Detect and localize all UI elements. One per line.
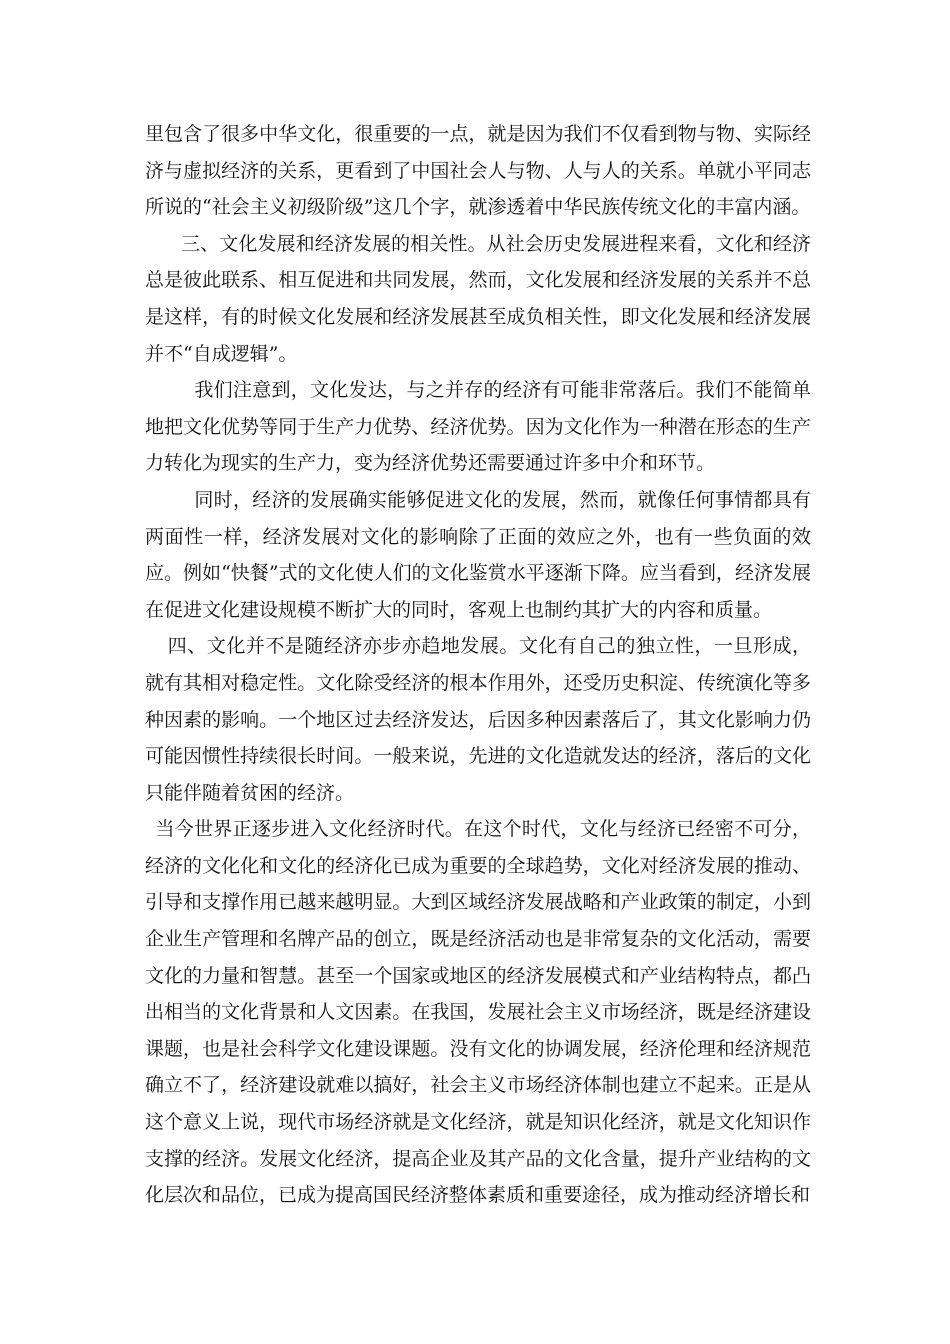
paragraph-section-four: 四、文化并不是随经济亦步亦趋地发展。文化有自己的独立性，一旦形成，就有其相对稳定性。文化除受经济的根本作用外，还受历史积淀、传统演化等多种因素的影响。一个地区过去经济发达，后因多种因素落后了，其文化影响力仍可能因惯性持续很长时间。一般来说，先进的文化造就发达的经济，落后的文化只能伴随着贫困的经济。 [145, 635, 811, 804]
paragraph-economy-promotes-culture: 同时，经济的发展确实能够促进文化的发展，然而，就像任何事情都具有两面性一样，经济发展对文化的影响除了正面的效应之外，也有一些负面的效应。例如“快餐”式的文化使人们的文化鉴赏水平逐渐下降。应当看到，经济发展在促进文化建设规模不断扩大的同时，客观上也制约其扩大的内容和质量。 [145, 488, 811, 621]
document-body [145, 116, 811, 1214]
paragraph-cultural-economy-era: 当今世界正逐步进入文化经济时代。在这个时代，文化与经济已经密不可分，经济的文化化和文化的经济化已成为重要的全球趋势，文化对经济发展的推动、引导和支撑作用已越来越明显。大到区域经济发展战略和产业政策的制定，小到企业生产管理和名牌产品的创立，既是经济活动也是非常复杂的文化活动，需要文化的力量和智慧。甚至一个国家或地区的经济发展模式和产业结构特点，都凸出相当的文化背景和人文因素。在我国，发展社会主义市场经济，既是经济建设课题，也是社会科学文化建设课题。没有文化的协调发展，经济伦理和经济规范确立不了，经济建设就难以搞好，社会主义市场经济体制也建立不起来。正是从这个意义上说，现代市场经济就是文化经济，就是知识化经济，就是文化知识作支撑的经济。发展文化经济，提高企业及其产品的文化含量，提升产业结构的文化层次和品位，已成为提高国民经济整体素质和重要途径，成为推动经济增长和 [145, 818, 811, 1207]
paragraph-culture-advanced: 我们注意到，文化发达，与之并存的经济有可能非常落后。我们不能简单地把文化优势等同于生产力优势、经济优势。因为文化作为一种潜在形态的生产力转化为现实的生产力，变为经济优势还需要通过许多中介和环节。 [145, 379, 811, 475]
paragraph-continuation: 里包含了很多中华文化，很重要的一点，就是因为我们不仅看到物与物、实际经济与虚拟经济的关系，更看到了中国社会人与物、人与人的关系。单就小平同志所说的“社会主义初级阶级”这几个字，就渗透着中华民族传统文化的丰富内涵。 [145, 123, 811, 219]
paragraph-section-three: 三、文化发展和经济发展的相关性。从社会历史发展进程来看，文化和经济总是彼此联系、相互促进和共同发展，然而，文化发展和经济发展的关系并不总是这样，有的时候文化发展和经济发展甚至成负相关性，即文化发展和经济发展并不“自成逻辑”。 [145, 232, 811, 365]
